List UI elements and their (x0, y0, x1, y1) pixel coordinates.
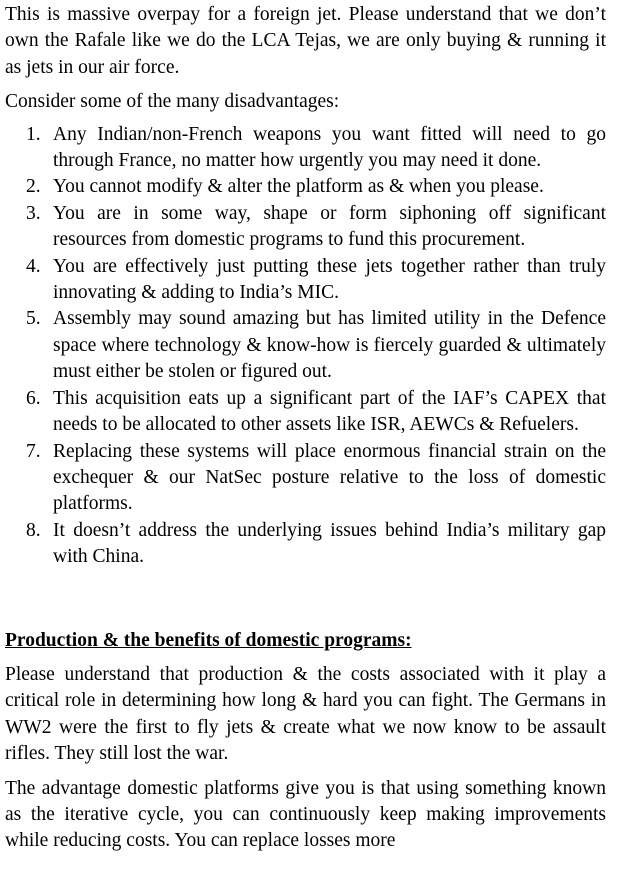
intro-paragraph: This is massive overpay for a foreign jet. Please understand that we don’t own the Rafale like we do the LCA Tejas, we are only buying & running it as jets in our air force. (5, 4, 606, 78)
list-item-number: 4. (26, 255, 41, 277)
list-item (5, 174, 606, 200)
section-spacer (5, 571, 606, 628)
advantage-paragraph: The advantage domestic platforms give you is that using something known as the iterative cycle, you can continuously keep making improvements while reducing costs. You can replace losses more (5, 777, 606, 852)
list-item-text: Replacing these systems will place enormous financial strain on the exchequer & our NatSec posture relative to the loss of domestic platforms. (53, 440, 606, 515)
list-item (5, 386, 606, 439)
list-item (5, 306, 606, 385)
list-item-number: 3. (26, 202, 41, 224)
list-item-text: It doesn’t address the underlying issues behind India’s military gap with China. (53, 519, 606, 568)
list-item (5, 201, 606, 254)
list-item-text: You are in some way, shape or form siphoning off significant resources from domestic programs to fund this procurement. (53, 202, 606, 251)
list-item-text: You cannot modify & alter the platform as & when you please. (53, 176, 544, 198)
production-paragraph: Please understand that production & the costs associated with it play a critical role in determining how long & hard you can fight. The Germans in WW2 were the first to fly jets & create what we now know to be assault rifles. They still lost the war. (5, 663, 606, 765)
list-item (5, 254, 606, 307)
list-item-text: This acquisition eats up a significant part of the IAF’s CAPEX that needs to be allocated to other assets like ISR, AEWCs & Refuelers. (53, 387, 606, 436)
section-heading: Production & the benefits of domestic programs: (5, 629, 412, 651)
list-item-number: 5. (26, 308, 41, 330)
list-item-text: Any Indian/non-French weapons you want fitted will need to go through France, no matter how urgently you may need it done. (53, 123, 606, 172)
list-item-number: 1. (26, 123, 41, 145)
disadvantages-list (5, 122, 606, 571)
document-page (5, 2, 606, 855)
list-item (5, 518, 606, 571)
list-item-text: You are effectively just putting these jets together rather than truly innovating & adding to India’s MIC. (53, 255, 606, 304)
list-item (5, 439, 606, 518)
list-item-number: 6. (26, 387, 41, 409)
list-item-text: Assembly may sound amazing but has limited utility in the Defence space where technology & know-how is fiercely guarded & ultimately must either be stolen or figured out. (53, 308, 606, 383)
list-item-number: 2. (26, 176, 41, 198)
list-item (5, 122, 606, 175)
list-item-number: 8. (26, 519, 41, 541)
list-item-number: 7. (26, 440, 41, 462)
disadvantages-intro: Consider some of the many disadvantages: (5, 91, 340, 113)
